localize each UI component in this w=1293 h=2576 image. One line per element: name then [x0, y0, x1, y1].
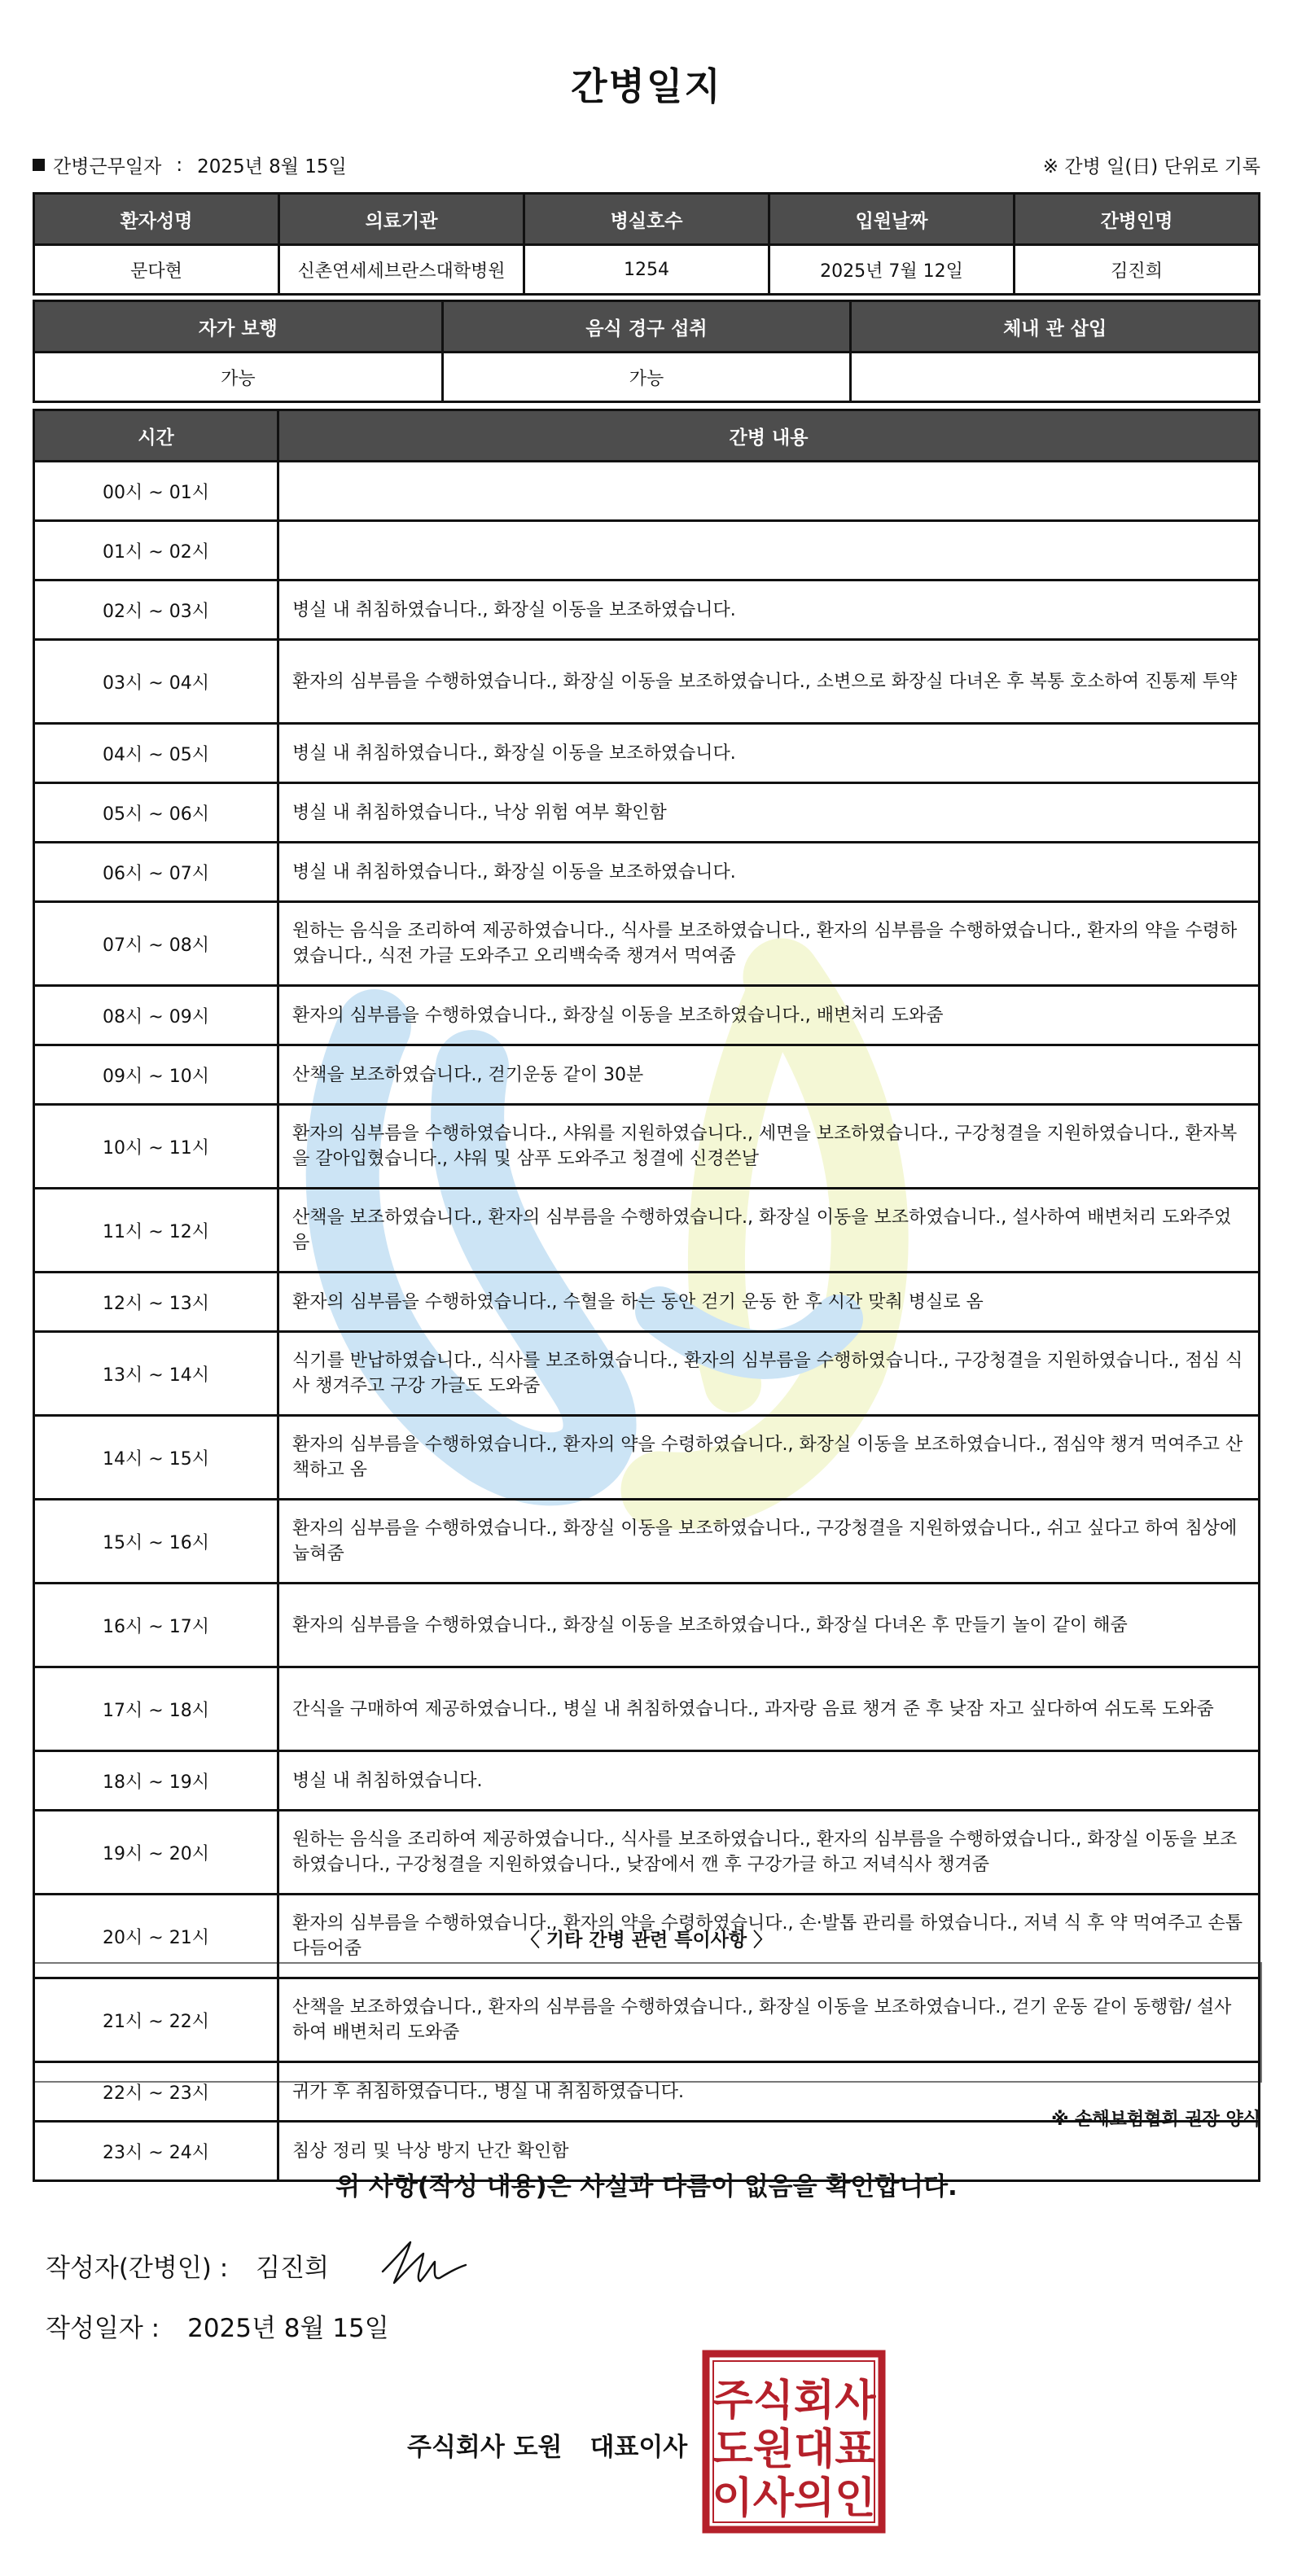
time-slot: 21시 ~ 22시 — [34, 1978, 278, 2062]
care-content-cell: 병실 내 취침하였습니다., 화장실 이동을 보조하였습니다. — [278, 843, 1260, 902]
care-content-cell: 병실 내 취침하였습니다., 화장실 이동을 보조하였습니다. — [278, 724, 1260, 783]
table-row — [34, 1811, 1260, 1895]
care-content-cell: 환자의 심부름을 수행하였습니다., 환자의 약을 수령하였습니다., 손·발톱 관리를 하였습니다., 저녁 식 후 약 먹여주고 손톱 다듬어줌 — [278, 1895, 1260, 1978]
time-slot: 17시 ~ 18시 — [34, 1667, 278, 1751]
writer-line — [46, 2247, 329, 2284]
time-slot: 02시 ~ 03시 — [34, 580, 278, 640]
care-content-cell: 환자의 심부름을 수행하였습니다., 수혈을 하는 동안 걷기 운동 한 후 시간 맞춰 병실로 옴 — [278, 1273, 1260, 1332]
table-row — [34, 1045, 1260, 1105]
care-content-cell: 원하는 음식을 조리하여 제공하였습니다., 식사를 보조하였습니다., 환자의 심부름을 수행하였습니다., 환자의 약을 수령하였습니다., 식전 가글 도와주고 오리백숙죽 챙겨서 먹여줌 — [278, 902, 1260, 986]
care-content-cell — [278, 521, 1260, 580]
time-slot: 14시 ~ 15시 — [34, 1416, 278, 1500]
confirmation-statement: 위 사항(작성 내용)은 사실과 다름이 없음을 확인합니다. — [335, 2172, 958, 2201]
time-slot: 20시 ~ 21시 — [34, 1895, 278, 1978]
patient-status-table — [33, 300, 1260, 403]
company-seal-stamp — [702, 2350, 886, 2534]
time-slot: 01시 ~ 02시 — [34, 521, 278, 580]
work-date-line — [33, 151, 347, 178]
time-slot: 09시 ~ 10시 — [34, 1045, 278, 1105]
time-slot: 19시 ~ 20시 — [34, 1811, 278, 1895]
time-slot: 07시 ~ 08시 — [34, 902, 278, 986]
care-log-body — [34, 462, 1260, 2181]
company-line — [407, 2426, 687, 2463]
ceo-title: 대표이사 — [590, 2433, 688, 2462]
care-log-table — [33, 409, 1260, 2182]
time-slot: 03시 ~ 04시 — [34, 640, 278, 724]
time-slot: 04시 ~ 05시 — [34, 724, 278, 783]
table-row — [34, 521, 1260, 580]
table-row — [34, 1751, 1260, 1811]
care-content-cell: 원하는 음식을 조리하여 제공하였습니다., 식사를 보조하였습니다., 환자의 심부름을 수행하였습니다., 화장실 이동을 보조하였습니다., 구강청결을 지원하였습니다., 낮잠에서 깬 후 구강가글 하고 저녁식사 챙겨줌 — [278, 1811, 1260, 1895]
table-row — [34, 1332, 1260, 1416]
care-content-cell: 환자의 심부름을 수행하였습니다., 화장실 이동을 보조하였습니다., 배변처리 도와줌 — [278, 986, 1260, 1045]
table-row — [34, 2122, 1260, 2181]
time-slot: 13시 ~ 14시 — [34, 1332, 278, 1416]
header-tube-insertion: 체내 관 삽입 — [851, 301, 1260, 353]
colon: : — [176, 154, 183, 176]
care-content-cell: 침상 정리 및 낙상 방지 난간 확인함 — [278, 2122, 1260, 2181]
table-row — [34, 902, 1260, 986]
time-slot: 05시 ~ 06시 — [34, 783, 278, 843]
oral-intake-value: 가능 — [442, 353, 851, 402]
care-content-cell: 산책을 보조하였습니다., 환자의 심부름을 수행하였습니다., 화장실 이동을 보조하였습니다., 걷기 운동 같이 동행함/ 설사하여 배변처리 도와줌 — [278, 1978, 1260, 2062]
care-content-cell: 식기를 반납하였습니다., 식사를 보조하였습니다., 환자의 심부름을 수행하였습니다., 구강청결을 지원하였습니다., 점심 식사 챙겨주고 구강 가글도 도와줌 — [278, 1332, 1260, 1416]
care-content-cell: 간식을 구매하여 제공하였습니다., 병실 내 취침하였습니다., 과자랑 음료 챙겨 준 후 낮잠 자고 싶다하여 쉬도록 도와줌 — [278, 1667, 1260, 1751]
patient-name: 문다현 — [34, 245, 279, 295]
header-oral-intake: 음식 경구 섭취 — [442, 301, 851, 353]
table-row — [34, 1416, 1260, 1500]
work-date-label: 간병근무일자 — [53, 156, 162, 177]
time-slot: 23시 ~ 24시 — [34, 2122, 278, 2181]
care-content-cell — [278, 462, 1260, 521]
time-slot: 08시 ~ 09시 — [34, 986, 278, 1045]
header-admission-date: 입원날짜 — [769, 194, 1015, 245]
table-row — [34, 640, 1260, 724]
seal-line-2: 도원대표 — [712, 2425, 876, 2474]
care-content-cell: 환자의 심부름을 수행하였습니다., 샤워를 지원하였습니다., 세면을 보조하였습니다., 구강청결을 지원하였습니다., 환자복을 갈아입혔습니다., 샤워 및 삼푸 도와주고 청결에 신경쓴날 — [278, 1105, 1260, 1189]
write-date-label: 작성일자 : — [46, 2314, 160, 2343]
meta-row — [33, 151, 1260, 181]
table-row — [34, 986, 1260, 1045]
time-slot: 12시 ~ 13시 — [34, 1273, 278, 1332]
time-slot: 10시 ~ 11시 — [34, 1105, 278, 1189]
header-room-number: 병실호수 — [524, 194, 769, 245]
notes-title: 〈 기타 간병 관련 특이사항 〉 — [520, 1930, 773, 1951]
care-content-cell: 병실 내 취침하였습니다., 낙상 위험 여부 확인함 — [278, 783, 1260, 843]
time-slot: 15시 ~ 16시 — [34, 1500, 278, 1584]
header-patient-name: 환자성명 — [34, 194, 279, 245]
table-row — [34, 1500, 1260, 1584]
table-row — [34, 783, 1260, 843]
write-date-line — [46, 2307, 389, 2344]
table-row — [34, 843, 1260, 902]
time-slot: 06시 ~ 07시 — [34, 843, 278, 902]
care-content-cell: 환자의 심부름을 수행하였습니다., 화장실 이동을 보조하였습니다., 구강청결을 지원하였습니다., 쉬고 싶다고 하여 침상에 눕혀줌 — [278, 1500, 1260, 1584]
care-content-cell: 귀가 후 취침하였습니다., 병실 내 취침하였습니다. — [278, 2062, 1260, 2122]
recommendation-note: ※ 손해보험협회 권장 양식 — [1051, 2109, 1260, 2130]
header-caregiver-name: 간병인명 — [1015, 194, 1260, 245]
tube-insertion-value — [851, 353, 1260, 402]
table-row — [34, 1273, 1260, 1332]
work-date-value: 2025년 8월 15일 — [197, 156, 347, 177]
table-row — [34, 1978, 1260, 2062]
table-row — [34, 1189, 1260, 1273]
table-row — [34, 1667, 1260, 1751]
room-number: 1254 — [524, 245, 769, 295]
table-row — [34, 462, 1260, 521]
unit-note: ※ 간병 일(日) 단위로 기록 — [1042, 156, 1260, 177]
handwritten-signature — [375, 2229, 472, 2294]
table-row — [34, 1895, 1260, 1978]
hospital-name: 신촌연세세브란스대학병원 — [279, 245, 524, 295]
seal-line-3: 이사의인 — [712, 2474, 876, 2523]
page-title: 간병일지 — [571, 64, 722, 108]
self-walking-value: 가능 — [34, 353, 443, 402]
patient-info-table — [33, 192, 1260, 296]
table-row — [34, 724, 1260, 783]
table-row — [34, 2062, 1260, 2122]
table-row — [34, 1105, 1260, 1189]
writer-name: 김진희 — [256, 2254, 330, 2283]
bullet-square-icon — [33, 159, 45, 171]
care-content-cell: 환자의 심부름을 수행하였습니다., 화장실 이동을 보조하였습니다., 화장실 다녀온 후 만들기 놀이 같이 해줌 — [278, 1584, 1260, 1667]
time-slot: 22시 ~ 23시 — [34, 2062, 278, 2122]
time-slot: 00시 ~ 01시 — [34, 462, 278, 521]
header-hospital: 의료기관 — [279, 194, 524, 245]
care-content-cell: 산책을 보조하였습니다., 걷기운동 같이 30분 — [278, 1045, 1260, 1105]
header-care-content: 간병 내용 — [278, 410, 1260, 462]
company-name: 주식회사 도원 — [407, 2433, 563, 2462]
care-content-cell: 산책을 보조하였습니다., 환자의 심부름을 수행하였습니다., 화장실 이동을 보조하였습니다., 설사하여 배변처리 도와주었음 — [278, 1189, 1260, 1273]
care-content-cell: 병실 내 취침하였습니다., 화장실 이동을 보조하였습니다. — [278, 580, 1260, 640]
table-row — [34, 580, 1260, 640]
writer-label: 작성자(간병인) : — [46, 2254, 229, 2283]
header-time: 시간 — [34, 410, 278, 462]
care-content-cell: 환자의 심부름을 수행하였습니다., 환자의 약을 수령하였습니다., 화장실 이동을 보조하였습니다., 점심약 챙겨 먹여주고 산책하고 옴 — [278, 1416, 1260, 1500]
time-slot: 11시 ~ 12시 — [34, 1189, 278, 1273]
table-row — [34, 1584, 1260, 1667]
time-slot: 16시 ~ 17시 — [34, 1584, 278, 1667]
time-slot: 18시 ~ 19시 — [34, 1751, 278, 1811]
care-content-cell: 병실 내 취침하였습니다. — [278, 1751, 1260, 1811]
seal-line-1: 주식회사 — [712, 2377, 876, 2425]
admission-date: 2025년 7월 12일 — [769, 245, 1015, 295]
header-self-walking: 자가 보행 — [34, 301, 443, 353]
caregiver-name: 김진희 — [1015, 245, 1260, 295]
care-content-cell: 환자의 심부름을 수행하였습니다., 화장실 이동을 보조하였습니다., 소변으로 화장실 다녀온 후 복통 호소하여 진통제 투약 — [278, 640, 1260, 724]
write-date-value: 2025년 8월 15일 — [187, 2314, 389, 2343]
